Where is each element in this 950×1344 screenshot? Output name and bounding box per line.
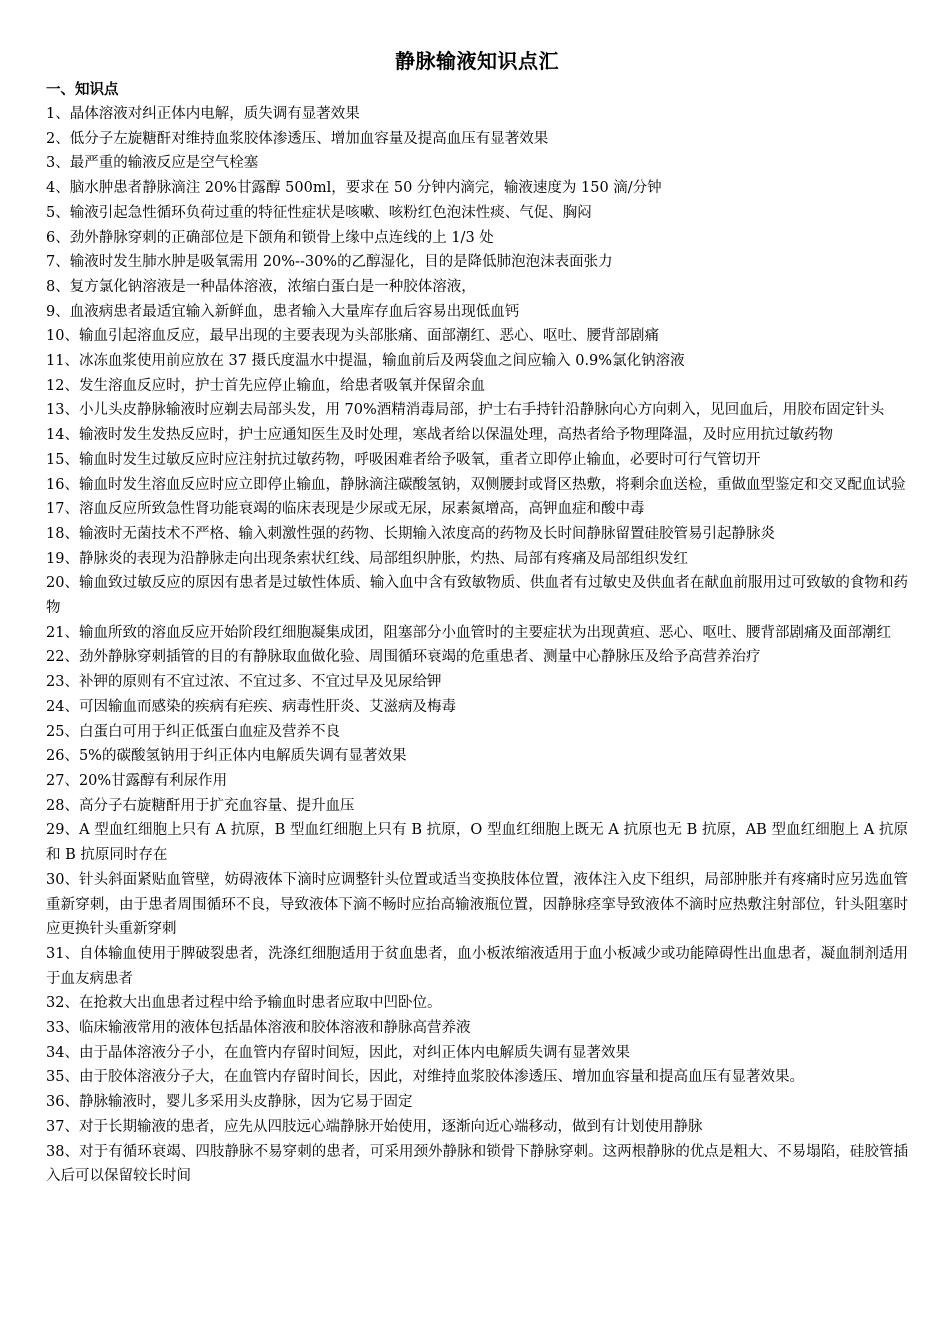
knowledge-point-item: 18、输液时无菌技术不严格、输入刺激性强的药物、长期输入浓度高的药物及长时间静脉留置硅胶管易引起静脉炎	[46, 525, 775, 542]
knowledge-point-item: 9、血液病患者最适宜输入新鲜血，患者输入大量库存血后容易出现低血钙	[46, 303, 520, 320]
knowledge-point-item: 19、静脉炎的表现为沿静脉走向出现条索状红线、局部组织肿胀，灼热、局部有疼痛及局部组织发红	[46, 550, 688, 567]
knowledge-point-item: 26、5%的碳酸氢钠用于纠正体内电解质失调有显著效果	[46, 748, 407, 765]
knowledge-point-item: 24、可因输血而感染的疾病有疟疾、病毒性肝炎、艾滋病及梅毒	[46, 698, 456, 715]
knowledge-point-item: 23、补钾的原则有不宜过浓、不宜过多、不宜过早及见尿给钾	[46, 674, 442, 691]
knowledge-point-item: 21、输血所致的溶血反应开始阶段红细胞凝集成团，阻塞部分小血管时的主要症状为出现黄疸、恶心、呕吐、腰背部剧痛及面部潮红	[46, 624, 891, 641]
knowledge-point-item: 37、对于长期输液的患者，应先从四肢远心端静脉开始使用，逐渐向近心端移动，做到有计划使用静脉	[46, 1118, 703, 1135]
knowledge-point-list	[46, 102, 908, 1189]
document-page	[46, 48, 908, 1189]
knowledge-point-item: 28、高分子右旋糖酐用于扩充血容量、提升血压	[46, 797, 355, 814]
knowledge-point-item: 33、临床输液常用的液体包括晶体溶液和胶体溶液和静脉高营养液	[46, 1020, 471, 1037]
section-heading: 一、知识点	[46, 81, 119, 98]
knowledge-point-item: 11、冰冻血浆使用前应放在 37 摄氏度温水中提温，输血前后及两袋血之间应输入 0.9%氯化钠溶液	[46, 353, 685, 370]
knowledge-point-item: 35、由于胶体溶液分子大，在血管内存留时间长，因此，对维持血浆胶体渗透压、增加血容量和提高血压有显著效果。	[46, 1069, 804, 1086]
knowledge-point-item: 17、溶血反应所致急性肾功能衰竭的临床表现是少尿或无尿，尿素氮增高，高钾血症和酸中毒	[46, 501, 645, 518]
knowledge-point-item: 30、针头斜面紧贴血管壁，妨碍液体下滴时应调整针头位置或适当变换肢体位置，液体注入皮下组织，局部肿胀并有疼痛时应另选血管重新穿刺，由于患者周围循环不良，导致液体下滴不畅时应抬高输液瓶位置，因静脉痉挛导致液体不滴时应热敷注射部位，针头阻塞时应更换针头重新穿刺	[46, 871, 908, 938]
knowledge-point-item: 3、最严重的输液反应是空气栓塞	[46, 155, 259, 172]
knowledge-point-item: 20、输血致过敏反应的原因有患者是过敏性体质、输入血中含有致敏物质、供血者有过敏史及供血者在献血前服用过可致敏的食物和药物	[46, 575, 908, 617]
document-title: 静脉输液知识点汇	[395, 49, 559, 73]
knowledge-point-item: 25、白蛋白可用于纠正低蛋白血症及营养不良	[46, 723, 340, 740]
knowledge-point-item: 5、输液引起急性循环负荷过重的特征性症状是咳嗽、咳粉红色泡沫性痰、气促、胸闷	[46, 204, 592, 221]
knowledge-point-item: 38、对于有循环衰竭、四肢静脉不易穿刺的患者，可采用颈外静脉和锁骨下静脉穿刺。这两根静脉的优点是粗大、不易塌陷，硅胶管插入后可以保留较长时间	[46, 1143, 908, 1185]
knowledge-point-item: 31、自体输血使用于脾破裂患者，洗涤红细胞适用于贫血患者，血小板浓缩液适用于血小板减少或功能障碍性出血患者，凝血制剂适用于血友病患者	[46, 945, 908, 987]
knowledge-point-item: 8、复方氯化钠溶液是一种晶体溶液，浓缩白蛋白是一种胶体溶液，	[46, 278, 476, 295]
knowledge-point-item: 7、输液时发生肺水肿是吸氧需用 20%--30%的乙醇湿化，目的是降低肺泡泡沫表面张力	[46, 254, 613, 271]
knowledge-point-item: 32、在抢救大出血患者过程中给予输血时患者应取中凹卧位。	[46, 995, 442, 1012]
knowledge-point-item: 10、输血引起溶血反应，最早出现的主要表现为头部胀痛、面部潮红、恶心、呕吐、腰背部剧痛	[46, 328, 659, 345]
knowledge-point-item: 12、发生溶血反应时，护士首先应停止输血，给患者吸氧并保留余血	[46, 377, 485, 394]
knowledge-point-item: 15、输血时发生过敏反应时应注射抗过敏药物，呼吸困难者给予吸氧，重者立即停止输血，必要时可行气管切开	[46, 451, 761, 468]
knowledge-point-item: 29、A 型血红细胞上只有 A 抗原，B 型血红细胞上只有 B 抗原，O 型血红细胞上既无 A 抗原也无 B 抗原，AB 型血红细胞上 A 抗原和 B 抗原同时存在	[46, 822, 908, 864]
knowledge-point-item: 36、静脉输液时，婴儿多采用头皮静脉，因为它易于固定	[46, 1094, 413, 1111]
knowledge-point-item: 22、劲外静脉穿刺插管的目的有静脉取血做化验、周围循环衰竭的危重患者、测量中心静脉压及给予高营养治疗	[46, 649, 761, 666]
knowledge-point-item: 27、20%甘露醇有利尿作用	[46, 772, 228, 789]
knowledge-point-item: 1、晶体溶液对纠正体内电解，质失调有显著效果	[46, 106, 360, 122]
knowledge-point-item: 16、输血时发生溶血反应时应立即停止输血，静脉滴注碳酸氢钠，双侧腰封或肾区热敷，将剩余血送检，重做血型鉴定和交叉配血试验	[46, 476, 906, 493]
knowledge-point-item: 14、输液时发生发热反应时，护士应通知医生及时处理，寒战者给以保温处理，高热者给予物理降温，及时应用抗过敏药物	[46, 427, 833, 444]
knowledge-point-item: 13、小儿头皮静脉输液时应剃去局部头发，用 70%酒精消毒局部，护士右手持针沿静脉向心方向刺入，见回血后，用胶布固定针头	[46, 402, 885, 419]
knowledge-point-item: 6、劲外静脉穿刺的正确部位是下颌角和锁骨上缘中点连线的上 1/3 处	[46, 229, 494, 246]
knowledge-point-item: 34、由于晶体溶液分子小，在血管内存留时间短，因此，对纠正体内电解质失调有显著效果	[46, 1044, 630, 1061]
knowledge-point-item: 2、低分子左旋糖酐对维持血浆胶体渗透压、增加血容量及提高血压有显著效果	[46, 130, 549, 147]
knowledge-point-item: 4、脑水肿患者静脉滴注 20%甘露醇 500ml，要求在 50 分钟内滴完，输液速度为 150 滴/分钟	[46, 180, 662, 197]
